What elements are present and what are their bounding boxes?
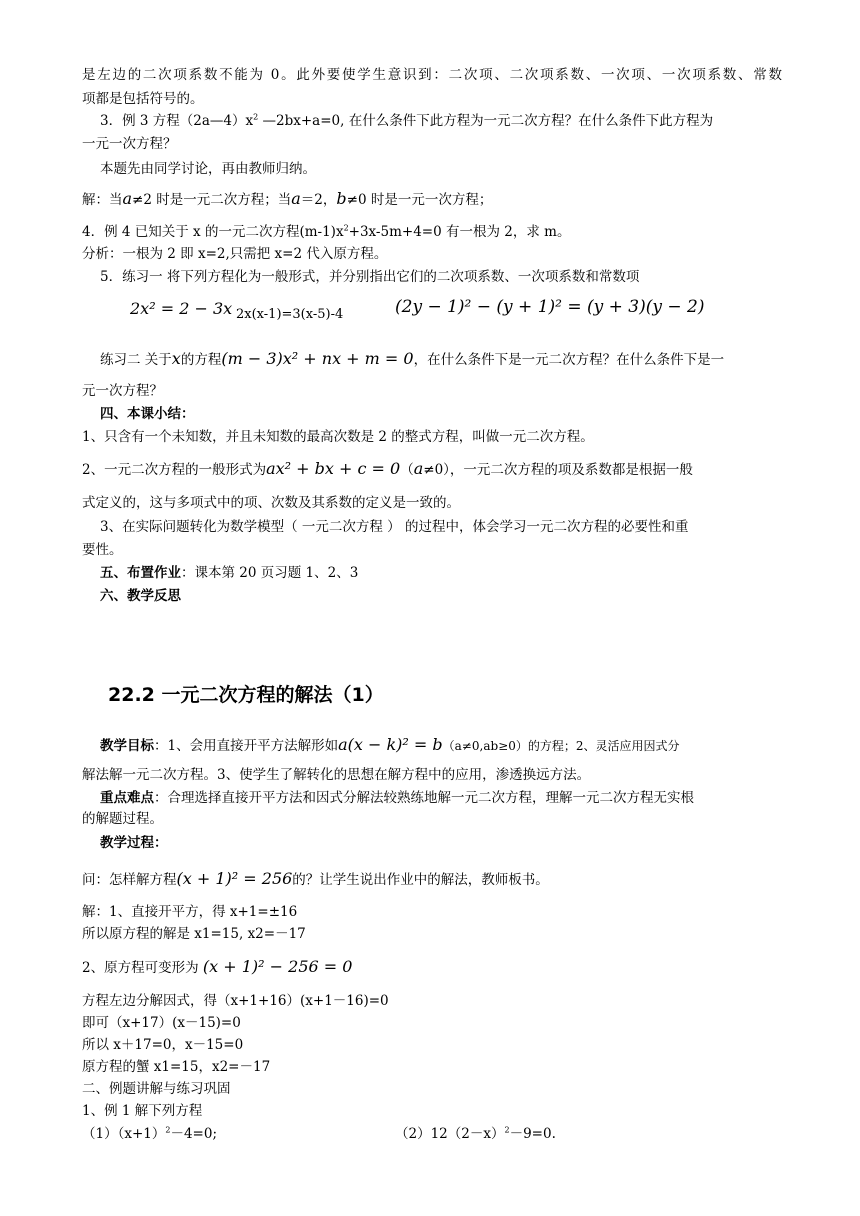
text-span: －4=0; bbox=[170, 1126, 217, 1142]
text-line: 解法解一元二次方程。3、使学生了解转化的思想在解方程中的应用，渗透换远方法。 bbox=[82, 767, 591, 783]
equation-inline: (x + 1)² = 256 bbox=[176, 869, 293, 888]
text-line: 是左边的二次项系数不能为 0。此外要使学生意识到：二次项、二次项系数、一次项、一次项系数、常数 bbox=[82, 67, 782, 83]
text-span: 2、原方程可变形为 bbox=[82, 960, 199, 976]
text-line: 即可（x+17）(x－15)=0 bbox=[82, 1015, 241, 1031]
text-span: （ bbox=[400, 462, 414, 478]
label: 重点难点 bbox=[100, 790, 154, 806]
text-span: ≠0 时是一元一次方程； bbox=[346, 192, 493, 208]
text-line: 本题先由同学讨论，再由教师归纳。 bbox=[100, 161, 316, 177]
text-span: —2bx+a=0, 在什么条件下此方程为一元二次方程？在什么条件下此方程为 bbox=[262, 113, 714, 129]
text-line: 元一次方程？ bbox=[82, 383, 163, 399]
text-span: （2）12（2－x） bbox=[395, 1126, 505, 1142]
text-span: （a≠0,ab≥0）的方程；2、灵活应用因式分 bbox=[442, 739, 680, 753]
text-span: ≠2 时是一元二次方程；当 bbox=[132, 192, 292, 208]
text-span: 3．例 3 方程（2a—4）x bbox=[100, 113, 254, 129]
text-span: 解：当 bbox=[82, 192, 123, 208]
goal-line bbox=[100, 736, 679, 755]
text-span: 的？让学生说出作业中的解法，教师板书。 bbox=[292, 872, 549, 888]
equation-inline: ax² + bx + c = 0 bbox=[266, 459, 401, 478]
example-3-line: 3．例 3 方程$(2a—4)x^2$ —2bx+a=0, 在什么条件下此方程为一元二次方程？在什么条件下此方程为 bbox=[100, 112, 714, 129]
text-span: 练习二 关于 bbox=[100, 352, 172, 368]
text-line: 二、例题讲解与练习巩固 bbox=[82, 1081, 231, 1097]
equation-inline: (m − 3)x² + nx + m = 0 bbox=[221, 349, 414, 368]
question-line bbox=[82, 870, 549, 889]
exercise-2-line: 练习二 关于x的方程(m − 3)x² + nx + m = 0，在什么条件下是一元二次方程？在什么条件下是一 bbox=[100, 349, 725, 368]
text-line: 一元一次方程？ bbox=[82, 136, 177, 152]
text-span: ≠0），一元二次方程的项及系数都是根据一般 bbox=[423, 462, 693, 478]
text-line: 所以 x＋17=0，x－15=0 bbox=[82, 1037, 244, 1053]
key-line bbox=[100, 789, 694, 807]
section-heading: 六、教学反思 bbox=[100, 588, 181, 604]
equation-2: 2x(x-1)=3(x-5)-4 bbox=[236, 307, 344, 322]
homework-line bbox=[100, 564, 358, 582]
text-span: ：1、会用直接开平方法解形如 bbox=[154, 738, 339, 754]
text-span: +3x-5m+4=0 有一根为 2，求 m。 bbox=[348, 224, 571, 240]
text-line: 方程左边分解因式，得（x+1+16）(x+1－16)=0 bbox=[82, 993, 389, 1009]
text-line: 的解题过程。 bbox=[82, 811, 163, 827]
example-1b: $(2)12(2-x)^2-9=0$. bbox=[395, 1125, 556, 1142]
text-span: ，在什么条件下是一元二次方程？在什么条件下是一 bbox=[413, 352, 725, 368]
text-line: 所以原方程的解是 x1=15, x2=－17 bbox=[82, 926, 306, 942]
text-line: 5．练习一 将下列方程化为一般形式，并分别指出它们的二次项系数、一次项系数和常数项 bbox=[100, 269, 640, 285]
text-span: 问：怎样解方程 bbox=[82, 872, 177, 888]
solution-2-line bbox=[82, 958, 352, 977]
equation-3: (2y − 1)² − (y + 1)² = (y + 3)(y − 2) bbox=[395, 297, 705, 317]
text-span: 4．例 4 已知关于 x 的一元二次方程(m-1)x bbox=[82, 224, 344, 240]
section-heading: 五、布置作业 bbox=[100, 565, 181, 581]
equation-1: 2x² = 2 − 3x bbox=[130, 299, 233, 318]
example-1a: $(1)(x+1)^2-4=0$; bbox=[82, 1125, 217, 1142]
solution-line: 解：当a≠2 时是一元二次方程；当a＝2，b≠0 时是一元一次方程； bbox=[82, 189, 493, 208]
example-4-line: 4．例 4 已知关于 x 的一元二次方程$(m-1)x^2+3x-5m+4=0$ 有一根为 2，求 m。 bbox=[82, 223, 571, 240]
text-span: ：合理选择直接开平方法和因式分解法较熟练地解一元二次方程，理解一元二次方程无实根 bbox=[154, 790, 694, 806]
text-line: 1、只含有一个未知数，并且未知数的最高次数是 2 的整式方程，叫做一元二次方程。 bbox=[82, 429, 594, 445]
text-span: －9=0. bbox=[509, 1126, 556, 1142]
text-line: 1、例 1 解下列方程 bbox=[82, 1103, 203, 1119]
equation-inline: a(x − k)² = b bbox=[338, 735, 443, 754]
text-span: ：课本第 20 页习题 1、2、3 bbox=[181, 565, 359, 581]
equation-inline: (x + 1)² − 256 = 0 bbox=[202, 957, 353, 976]
text-span: ＝2， bbox=[300, 192, 337, 208]
text-line: 解：1、直接开平方，得 x+1=±16 bbox=[82, 904, 298, 920]
text-line: 原方程的蟹 x1=15，x2=－17 bbox=[82, 1059, 271, 1075]
text-span: 的方程 bbox=[180, 352, 222, 368]
text-span: （1）（x+1） bbox=[82, 1126, 166, 1142]
text-line: 分析：一根为 2 即 x=2,只需把 x=2 代入原方程。 bbox=[82, 246, 388, 262]
text-line: 3、在实际问题转化为数学模型（ 一元二次方程 ） 的过程中，体会学习一元二次方程的必要性和重 bbox=[100, 519, 689, 535]
label: 教学目标 bbox=[100, 738, 154, 754]
text-line: 式定义的，这与多项式中的项、次数及其系数的定义是一致的。 bbox=[82, 495, 460, 511]
text-line: 要性。 bbox=[82, 542, 123, 558]
section-heading: 四、本课小结： bbox=[100, 406, 195, 422]
section-title: 22.2 一元二次方程的解法（1） bbox=[108, 684, 384, 706]
section-heading: 教学过程： bbox=[100, 835, 168, 851]
text-line: 项都是包括符号的。 bbox=[82, 91, 204, 107]
text-span: 2、一元二次方程的一般形式为 bbox=[82, 462, 267, 478]
summary-2-line: 2、一元二次方程的一般形式为ax² + bx + c = 0（a≠0），一元二次方程的项及系数都是根据一般 bbox=[82, 459, 693, 478]
